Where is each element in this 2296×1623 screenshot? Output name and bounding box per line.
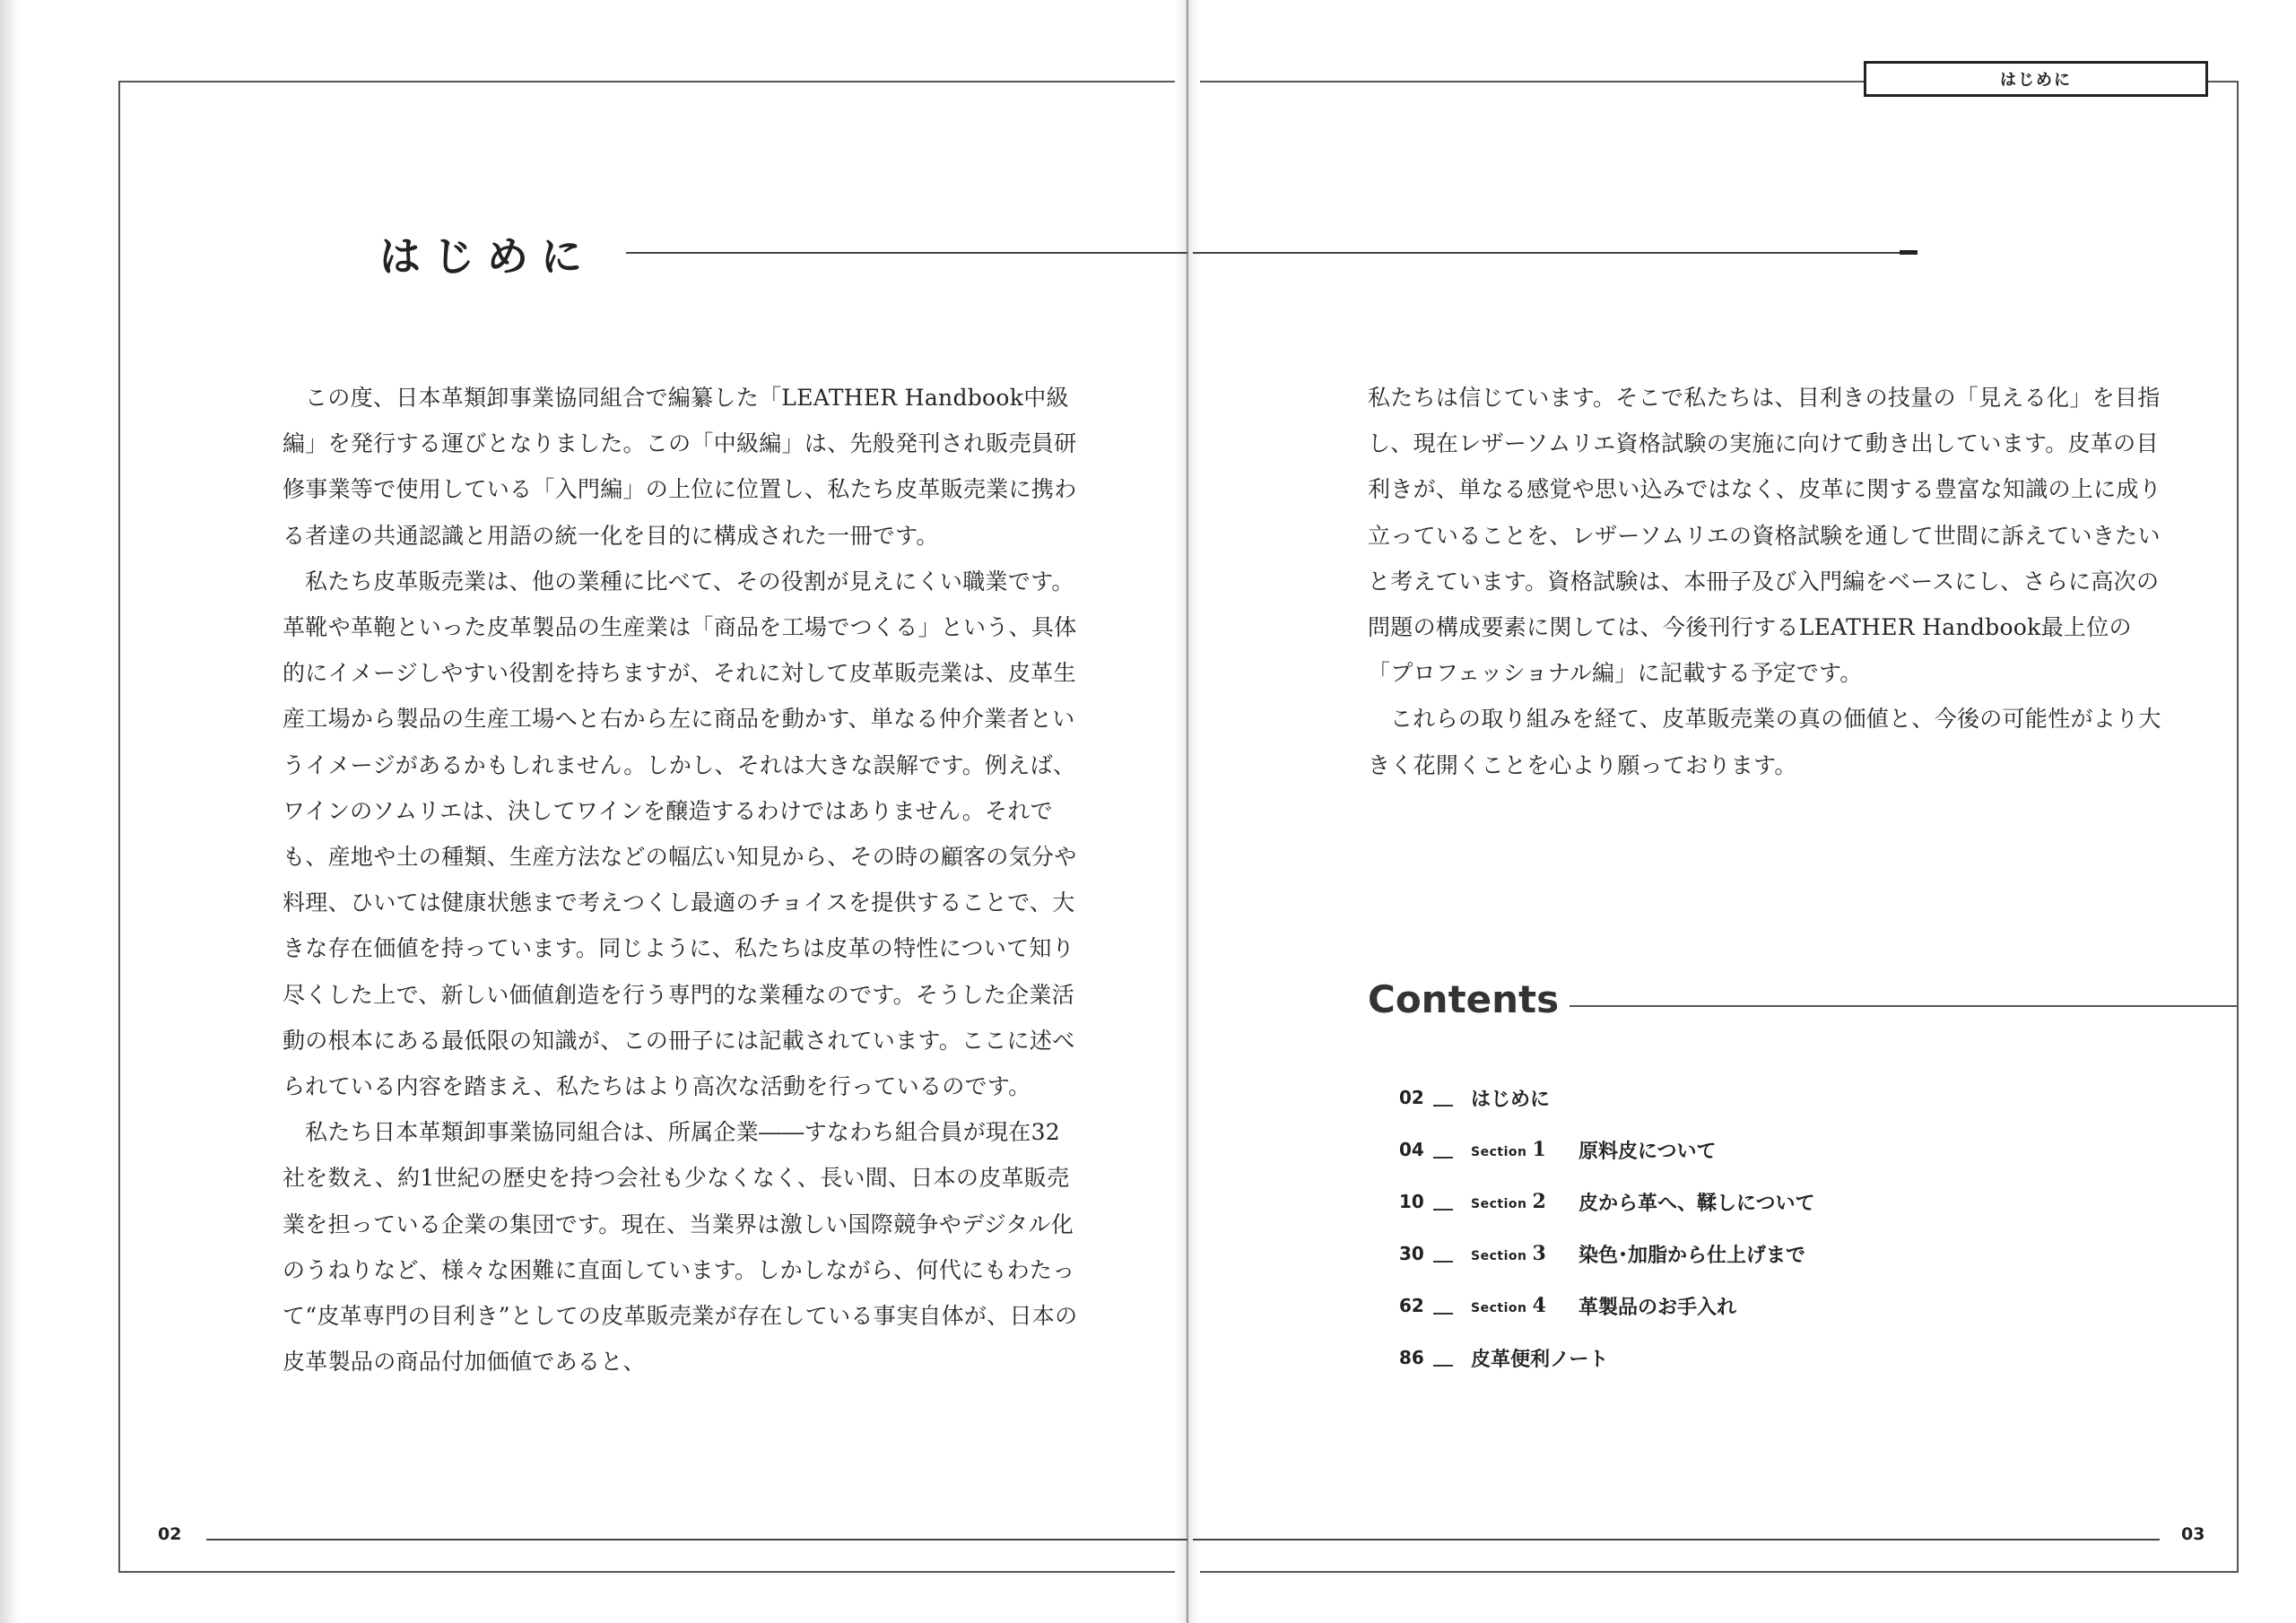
toc-section-number: 3 — [1532, 1242, 1547, 1265]
toc-label: はじめに — [1471, 1088, 1551, 1111]
toc-dash — [1433, 1365, 1453, 1367]
toc-label: 革製品のお手入れ — [1578, 1296, 1737, 1319]
toc-label: 原料皮について — [1578, 1140, 1717, 1163]
toc-dash — [1433, 1261, 1453, 1263]
toc-item-section-1[interactable] — [1399, 1124, 1937, 1176]
paragraph: 私たちは信じています。そこで私たちは、目利きの技量の「見える化」を目指し、現在レザーソムリエ資格試験の実施に向けて動き出しています。皮革の目利きが、単なる感覚や思い込みではなく、皮革に関する豊富な知識の上に成り立っていることを、レザーソムリエの資格試験を通して世間に訴えていきたいと考えています。資格試験は、本冊子及び入門編をベースにし、さらに高次の問題の構成要素に関しては、今後刊行するLEATHER Handbook最上位の「プロフェッショナル編」に記載する予定です。 — [1368, 385, 2162, 687]
toc-item-section-4[interactable] — [1399, 1280, 1937, 1332]
title-rule — [626, 252, 1187, 254]
toc-page-number: 30 — [1399, 1243, 1424, 1264]
contents-rule — [1570, 1005, 2239, 1007]
toc-item-section-3[interactable] — [1399, 1228, 1937, 1280]
header-section-tab: はじめに — [1864, 61, 2208, 97]
left-body-text — [283, 375, 1081, 1384]
toc-section-tag: Section 1 — [1471, 1138, 1547, 1161]
toc-label: 染色･加脂から仕上げまで — [1578, 1244, 1806, 1267]
page-number-right: 03 — [2181, 1524, 2205, 1544]
toc-item-section-2[interactable] — [1399, 1176, 1937, 1228]
footer-rule — [206, 1539, 1187, 1541]
toc-page-number: 86 — [1399, 1347, 1424, 1368]
paragraph: これらの取り組みを経て、皮革販売業の真の価値と、今後の可能性がより大きく花開くことを心より願っております。 — [1368, 706, 2161, 778]
toc-section-tag: Section 2 — [1471, 1190, 1547, 1213]
toc-page-number: 62 — [1399, 1295, 1424, 1316]
paragraph: この度、日本革類卸事業協同組合で編纂した「LEATHER Handbook中級編」を発行する運びとなりました。この「中級編」は、先般発刊され販売員研修事業等で使用している「入門編」の上位に位置し、私たち皮革販売業に携わる者達の共通認識と用語の統一化を目的に構成された一冊です。 — [283, 385, 1077, 549]
toc-section-tag: Section 4 — [1471, 1294, 1547, 1317]
toc-section-number: 2 — [1532, 1190, 1547, 1213]
toc-section-number: 4 — [1532, 1294, 1547, 1317]
toc-section-tag: Section 3 — [1471, 1242, 1547, 1265]
toc-dash — [1433, 1209, 1453, 1211]
table-of-contents — [1399, 1072, 1937, 1384]
toc-dash — [1433, 1105, 1453, 1107]
toc-label: 皮革便利ノート — [1471, 1348, 1609, 1371]
toc-page-number: 04 — [1399, 1139, 1424, 1160]
toc-page-number: 10 — [1399, 1191, 1424, 1212]
page-edge-shadow — [0, 0, 20, 1623]
toc-dash — [1433, 1313, 1453, 1315]
footer-rule-continued — [1193, 1539, 2160, 1541]
toc-label: 皮から革へ、鞣しについて — [1578, 1192, 1815, 1215]
right-body-text — [1368, 375, 2166, 788]
toc-item-intro[interactable] — [1399, 1072, 1937, 1124]
contents-heading: Contents — [1368, 977, 1560, 1021]
toc-page-number: 02 — [1399, 1087, 1424, 1108]
title-rule-continued — [1193, 252, 1900, 254]
toc-dash — [1433, 1157, 1453, 1159]
gutter-fold-line — [1187, 0, 1188, 1623]
toc-item-notes[interactable] — [1399, 1332, 1937, 1384]
title-rule-end-mark — [1900, 250, 1918, 255]
paragraph: 私たち皮革販売業は、他の業種に比べて、その役割が見えにくい職業です。革靴や革鞄といった皮革製品の生産業は「商品を工場でつくる」という、具体的にイメージしやすい役割を持ちますが、それに対して皮革販売業は、皮革生産工場から製品の生産工場へと右から左に商品を動かす、単なる仲介業者というイメージがあるかもしれません。しかし、それは大きな誤解です。例えば、ワインのソムリエは、決してワインを醸造するわけではありません。それでも、産地や土の種類、生産方法などの幅広い知見から、その時の顧客の気分や料理、ひいては健康状態まで考えつくし最適のチョイスを提供することで、大きな存在価値を持っています。同じように、私たちは皮革の特性について知り尽くした上で、新しい価値創造を行う専門的な業種なのです。そうした企業活動の根本にある最低限の知識が、この冊子には記載されています。ここに述べられている内容を踏まえ、私たちはより高次な活動を行っているのです。 — [283, 568, 1077, 1100]
toc-section-number: 1 — [1532, 1138, 1547, 1161]
paragraph: 私たち日本革類卸事業協同組合は、所属企業――すなわち組合員が現在32社を数え、約1世紀の歴史を持つ会社も少なくなく、長い間、日本の皮革販売業を担っている企業の集団です。現在、当業界は激しい国際競争やデジタル化のうねりなど、様々な困難に直面しています。しかしながら、何代にもわたって“皮革専門の目利き”としての皮革販売業が存在している事実自体が、日本の皮革製品の商品付加価値であると、 — [283, 1119, 1078, 1376]
page-number-left: 02 — [158, 1524, 182, 1544]
page-title: はじめに — [379, 232, 595, 281]
